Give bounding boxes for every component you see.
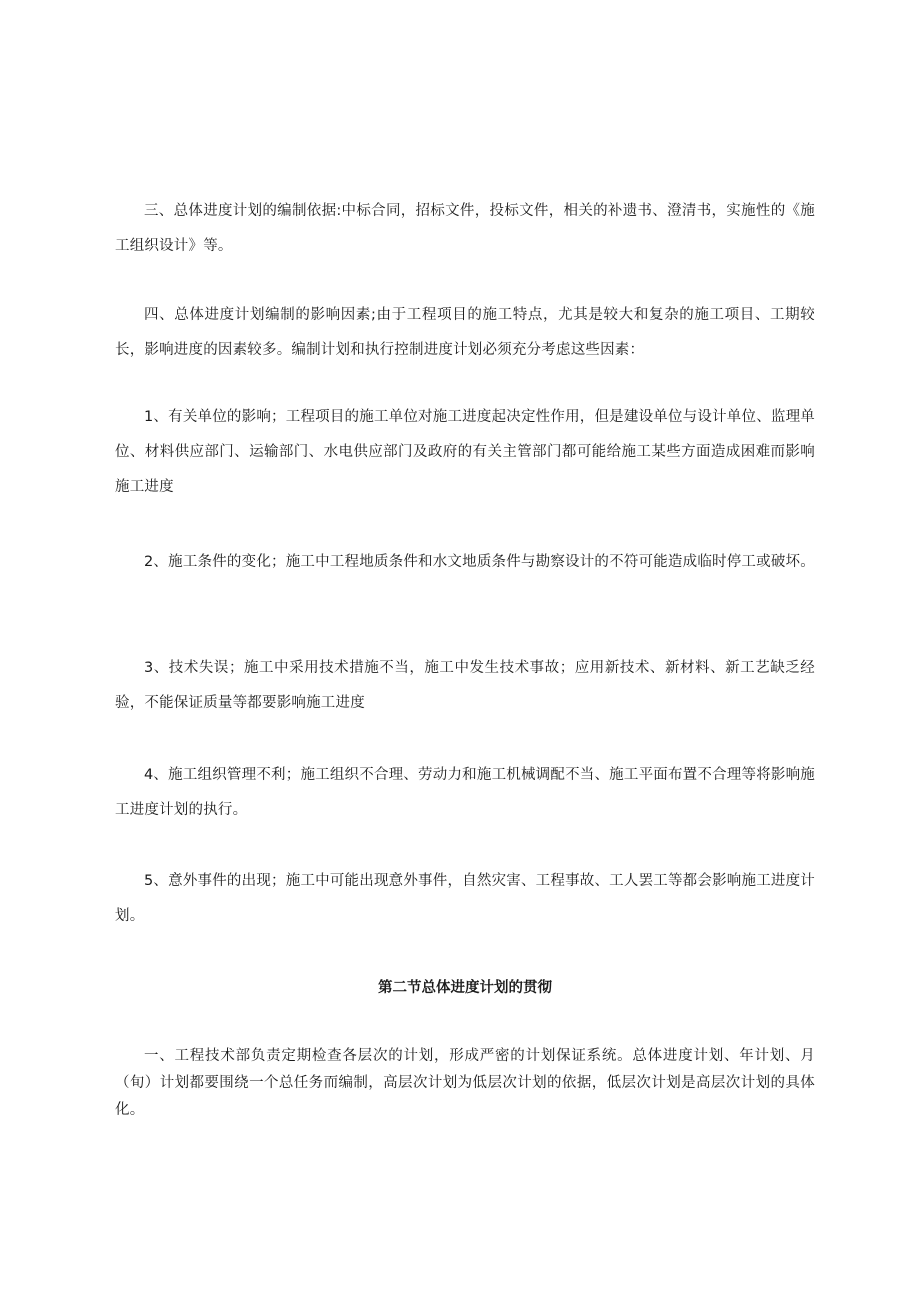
paragraph-factor-3: 3、技术失误；施工中采用技术措施不当，施工中发生技术事故；应用新技术、新材料、新工艺缺乏经验，不能保证质量等都要影响施工进度 xyxy=(115,660,815,711)
paragraph-factor-5: 5、意外事件的出现；施工中可能出现意外事件，自然灾害、工程事故、工人罢工等都会影响施工进度计划。 xyxy=(115,873,815,924)
section-heading: 第二节总体进度计划的贯彻 xyxy=(378,980,552,996)
paragraph-implementation-1: 一、工程技术部负责定期检查各层次的计划，形成严密的计划保证系统。总体进度计划、年计划、月（旬）计划都要围绕一个总任务而编制，高层次计划为低层次计划的依据，低层次计划是高层次计划的具体化。 xyxy=(115,1048,815,1118)
paragraph-influencing-factors: 四、总体进度计划编制的影响因素;由于工程项目的施工特点，尤其是较大和复杂的施工项目、工期较长，影响进度的因素较多。编制计划和执行控制进度计划必须充分考虑这些因素： xyxy=(115,307,815,358)
paragraph-factor-2: 2、施工条件的变化；施工中工程地质条件和水文地质条件与勘察设计的不符可能造成临时停工或破坏。 xyxy=(144,554,815,570)
paragraph-compilation-basis: 三、总体进度计划的编制依据:中标合同，招标文件，投标文件，相关的补遗书、澄清书，实施性的《施工组织设计》等。 xyxy=(115,203,815,254)
paragraph-factor-1: 1、有关单位的影响；工程项目的施工单位对施工进度起决定性作用，但是建设单位与设计单位、监理单位、材料供应部门、运输部门、水电供应部门及政府的有关主管部门都可能给施工某些方面造成困难而影响施工进度 xyxy=(115,409,815,495)
paragraph-factor-4: 4、施工组织管理不利；施工组织不合理、劳动力和施工机械调配不当、施工平面布置不合理等将影响施工进度计划的执行。 xyxy=(115,767,815,818)
